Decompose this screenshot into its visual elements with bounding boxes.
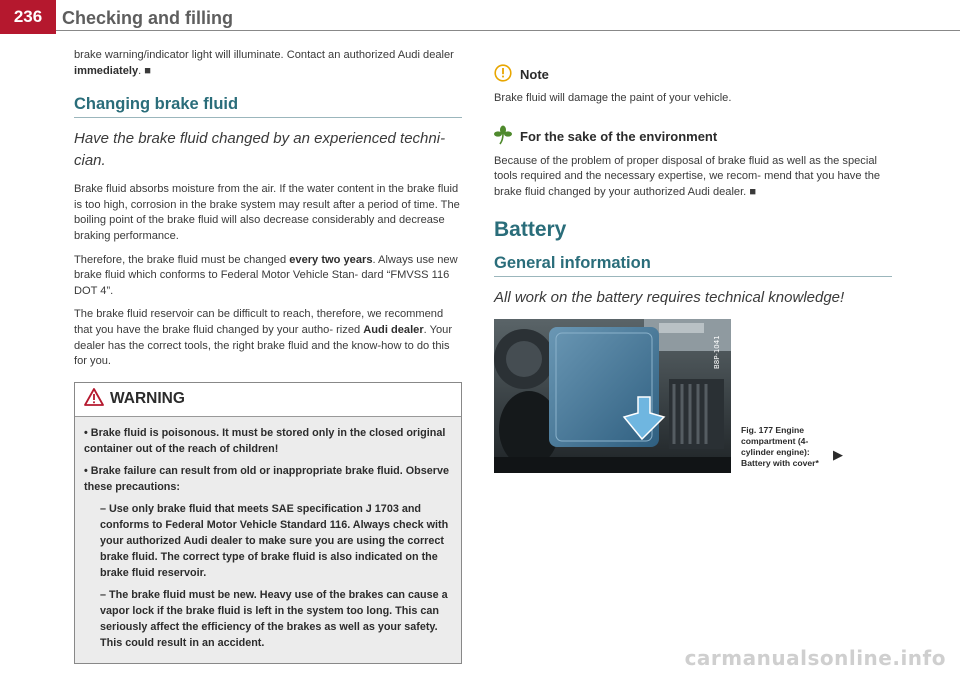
environment-title: For the sake of the environment xyxy=(520,128,718,144)
environment-text: Because of the problem of proper disposal of brake fluid as well as the special tools required and the necessary expertise, we recom- mend that you have the brake fluid changed by your authorized Audi dealer. ■ xyxy=(494,154,881,198)
engine-compartment-photo xyxy=(494,319,731,473)
header-divider xyxy=(56,30,960,31)
warning-box xyxy=(74,382,462,664)
warning-subitem: – Use only brake fluid that meets SAE specification J 1703 and conforms to Federal Motor Vehicle Standard 116. Always check with your authorized Audi dealer to make sure you are using the correct brake fluid. The correct type of brake fluid is also indicated on the brake fluid reservoir. xyxy=(100,502,449,579)
warning-title: WARNING xyxy=(110,390,185,408)
page-number: 236 xyxy=(0,0,56,34)
figure-177 xyxy=(494,319,892,473)
section-intro: Have the brake fluid changed by an experienced techni- cian. xyxy=(74,130,446,170)
warning-subitem: – The brake fluid must be new. Heavy use of the brakes can cause a vapor lock if the brake fluid is left in the system too long. This can seriously affect the efficiency of the brakes as well as your safety. This could result in an accident. xyxy=(100,588,448,649)
figure-caption: Fig. 177 Engine compartment (4-cylinder engine): Battery with cover* xyxy=(741,425,819,469)
warning-body xyxy=(75,417,461,663)
battery-intro: All work on the battery requires technical knowledge! xyxy=(494,289,845,307)
continue-arrow-icon: ▶ xyxy=(833,447,843,463)
environment-header xyxy=(494,125,892,148)
chapter-title-battery: Battery xyxy=(494,218,567,242)
note-exclamation-icon xyxy=(494,64,512,85)
note-header xyxy=(494,64,892,85)
warning-item: • Brake failure can result from old or inappropriate brake fluid. Observe these precautions: xyxy=(84,464,449,493)
watermark: carmanualsonline.info xyxy=(684,646,946,670)
warning-header xyxy=(75,383,461,417)
paragraph-two-years: Therefore, the brake fluid must be changed every two years. Always use new brake fluid which conforms to Federal Motor Vehicle Stan- dard “FMVSS 116 DOT 4”. xyxy=(74,253,458,297)
page-header-title: Checking and filling xyxy=(62,8,234,28)
note-title: Note xyxy=(520,67,549,82)
paragraph-moisture: Brake fluid absorbs moisture from the air. If the water content in the brake fluid is too high, corrosion in the brake system may result after a period of time. The boiling point of the brake fluid will also decrease considerably and decrease braking performance. xyxy=(74,183,460,242)
section-title-changing-brake-fluid: Changing brake fluid xyxy=(74,95,462,118)
note-text: Brake fluid will damage the paint of your vehicle. xyxy=(494,92,732,104)
left-column xyxy=(74,48,462,664)
figure-code: B8P-1041 xyxy=(713,335,721,370)
section-title-general-information: General information xyxy=(494,254,892,277)
paragraph-reservoir: The brake fluid reservoir can be difficult to reach, therefore, we recommend that you have the brake fluid changed by your autho- rized Audi dealer. Your dealer has the correct tools, the right brake fluid and the know-how to do this for you. xyxy=(74,308,453,368)
warning-triangle-icon xyxy=(84,388,104,411)
paragraph-brake-warning: brake warning/indicator light will illuminate. Contact an authorized Audi dealer immediately. ■ xyxy=(74,49,454,77)
warning-item: • Brake fluid is poisonous. It must be stored only in the closed original container out of the reach of children! xyxy=(84,426,446,455)
environment-leaf-icon xyxy=(494,125,512,148)
right-column xyxy=(494,48,892,473)
